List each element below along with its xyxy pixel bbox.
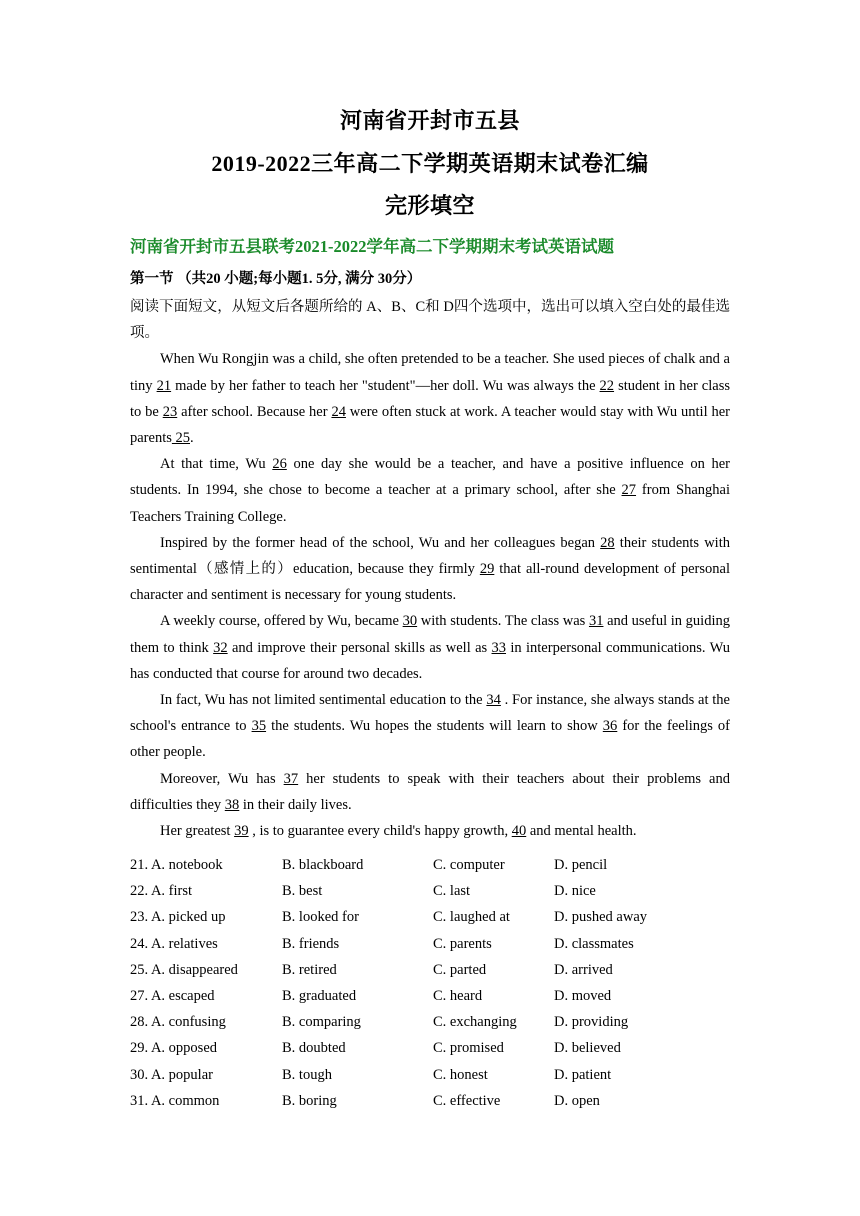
passage-text: were often stuck at work. A teacher would stay with Wu until her parents <box>130 403 731 447</box>
option-row <box>130 1009 730 1035</box>
blank-number: 37 <box>283 770 299 787</box>
option-choice: C. parents <box>433 935 492 952</box>
blank-number: 39 <box>234 823 249 840</box>
option-choice: B. graduated <box>282 987 357 1004</box>
blank-number: 21 <box>156 377 172 394</box>
passage-text: one day she would be a teacher, and have a positive influence on her students. In 1994, she chose to become a teacher at a primary school, after she <box>130 456 730 499</box>
blank-number: 36 <box>602 718 618 735</box>
blank-number: 40 <box>511 823 527 840</box>
blank-number: 22 <box>599 377 615 394</box>
option-row <box>130 878 730 904</box>
paragraph <box>130 451 730 530</box>
passage-text: Her greatest <box>160 823 235 840</box>
blank-number: 33 <box>491 639 507 656</box>
passage-text: made by her father to teach her "student"—her doll. Wu was always the <box>171 377 600 394</box>
passage-text: At that time, Wu <box>160 456 273 473</box>
passage-text: and mental health. <box>526 823 637 840</box>
passage-text: the students. Wu hopes the students will learn to show <box>266 718 603 735</box>
blank-number: 24 <box>331 403 346 420</box>
paragraph <box>130 346 730 451</box>
option-choice: D. classmates <box>554 935 634 952</box>
passage-text: . <box>190 430 194 447</box>
passage-text: for the feelings of other people. <box>130 718 730 761</box>
option-choice: 29. A. opposed <box>130 1040 217 1057</box>
option-choice: C. last <box>433 883 471 900</box>
passage-text: . For instance, she always stands at the school's entrance to <box>130 692 730 735</box>
option-choice: D. moved <box>554 987 612 1004</box>
passage-text: her students to speak with their teachers about their problems and difficulties they <box>130 770 730 813</box>
blank-number: 28 <box>600 534 615 551</box>
option-row <box>130 1088 730 1114</box>
blank-number: 35 <box>251 718 267 735</box>
option-choice: D. patient <box>554 1066 612 1083</box>
passage-text: in their daily lives. <box>239 796 352 813</box>
option-choice: 30. A. popular <box>130 1066 213 1083</box>
option-choice: 24. A. relatives <box>130 935 218 952</box>
doc-title-type: 完形填空 <box>384 193 475 218</box>
passage-text: their students with sentimental（感情上的）education, because they firmly <box>130 534 730 578</box>
instruction: 阅读下面短文，从短文后各题所给的 A、B、C和 D四个选项中，选出可以填入空白处的最佳选项。 <box>130 299 730 342</box>
option-choice: 25. A. disappeared <box>130 961 238 978</box>
blank-number: 30 <box>402 613 418 630</box>
option-row <box>130 1062 730 1088</box>
blank-number: 34 <box>486 692 501 709</box>
passage-text: , is to guarantee every child's happy growth, <box>248 823 512 840</box>
option-choice: B. tough <box>282 1066 332 1083</box>
option-row <box>130 1035 730 1061</box>
paragraph <box>130 818 730 844</box>
option-row <box>130 931 730 957</box>
doc-title-region: 河南省开封市五县 <box>339 108 520 133</box>
passage-text: Moreover, Wu has <box>160 770 284 787</box>
option-row <box>130 957 730 983</box>
option-row <box>130 852 730 878</box>
option-choice: 31. A. common <box>130 1092 220 1109</box>
passage-text: from Shanghai Teachers Training College. <box>130 482 730 525</box>
option-choice: 23. A. picked up <box>130 909 226 926</box>
passage-text: student in her class to be <box>130 377 730 420</box>
passage-text: and useful in guiding them to think <box>130 613 730 656</box>
option-choice: D. pencil <box>554 857 608 873</box>
option-choice: C. parted <box>433 961 487 978</box>
option-choice: B. comparing <box>282 1014 361 1031</box>
passage-text: after school. Because her <box>177 403 332 420</box>
passage-text: that all-round development of personal character and sentiment is necessary for young students. <box>130 561 730 604</box>
blank-number: 23 <box>162 403 178 420</box>
option-choice: D. believed <box>554 1040 621 1057</box>
option-choice: B. friends <box>282 935 340 952</box>
option-choice: 22. A. first <box>130 883 193 900</box>
option-choice: B. looked for <box>282 909 359 926</box>
option-choice: 27. A. escaped <box>130 987 215 1004</box>
section-heading: 第一节 （共20 小题;每小题1. 5分, 满分 30分） <box>130 271 422 287</box>
option-choice: B. retired <box>282 961 337 978</box>
doc-title-years: 2019-2022三年高二下学期英语期末试卷汇编 <box>211 151 649 176</box>
option-choice: D. arrived <box>554 961 613 978</box>
option-choice: D. open <box>554 1092 600 1109</box>
blank-number: 29 <box>479 561 495 578</box>
passage-text: Inspired by the former head of the school, Wu and her colleagues began <box>160 534 601 551</box>
blank-number: 31 <box>588 613 604 630</box>
blank-number: 27 <box>621 482 637 499</box>
passage-text: In fact, Wu has not limited sentimental education to the <box>160 692 487 709</box>
option-choice: 21. A. notebook <box>130 857 223 873</box>
option-row <box>130 904 730 930</box>
paragraph <box>130 530 730 609</box>
option-choice: D. pushed away <box>554 909 648 926</box>
option-choice: C. effective <box>433 1092 501 1109</box>
option-choice: C. computer <box>433 857 505 873</box>
option-choice: C. heard <box>433 987 483 1004</box>
passage-body <box>130 294 730 844</box>
exam-title: 河南省开封市五县联考2021-2022学年高二下学期期末考试英语试题 <box>130 237 614 256</box>
option-choice: D. nice <box>554 883 596 900</box>
option-choice: C. promised <box>433 1040 504 1057</box>
passage-text: A weekly course, offered by Wu, became <box>160 613 403 630</box>
option-choice: C. honest <box>433 1066 488 1083</box>
option-choice: 28. A. confusing <box>130 1014 226 1031</box>
option-choice: B. blackboard <box>282 857 364 873</box>
answer-options <box>130 852 730 1114</box>
option-choice: B. doubted <box>282 1040 346 1057</box>
paragraph <box>130 608 730 687</box>
blank-number: 38 <box>224 796 240 813</box>
passage-text: with students. The class was <box>417 613 589 630</box>
passage-text: and improve their personal skills as well as <box>227 639 492 656</box>
blank-number: 32 <box>213 639 228 656</box>
blank-number: 25 <box>171 430 190 447</box>
paragraph <box>130 687 730 766</box>
blank-number: 26 <box>272 456 287 473</box>
option-choice: B. boring <box>282 1092 337 1109</box>
paragraph <box>130 766 730 818</box>
passage-text: When Wu Rongjin was a child, she often pretended to be a teacher. She used pieces of chalk and a tiny <box>130 351 730 394</box>
option-choice: C. laughed at <box>433 909 510 926</box>
option-choice: C. exchanging <box>433 1014 517 1031</box>
option-choice: B. best <box>282 883 323 900</box>
option-row <box>130 983 730 1009</box>
passage-text: in interpersonal communications. Wu has conducted that course for around two decades. <box>130 639 730 682</box>
option-choice: D. providing <box>554 1014 629 1031</box>
